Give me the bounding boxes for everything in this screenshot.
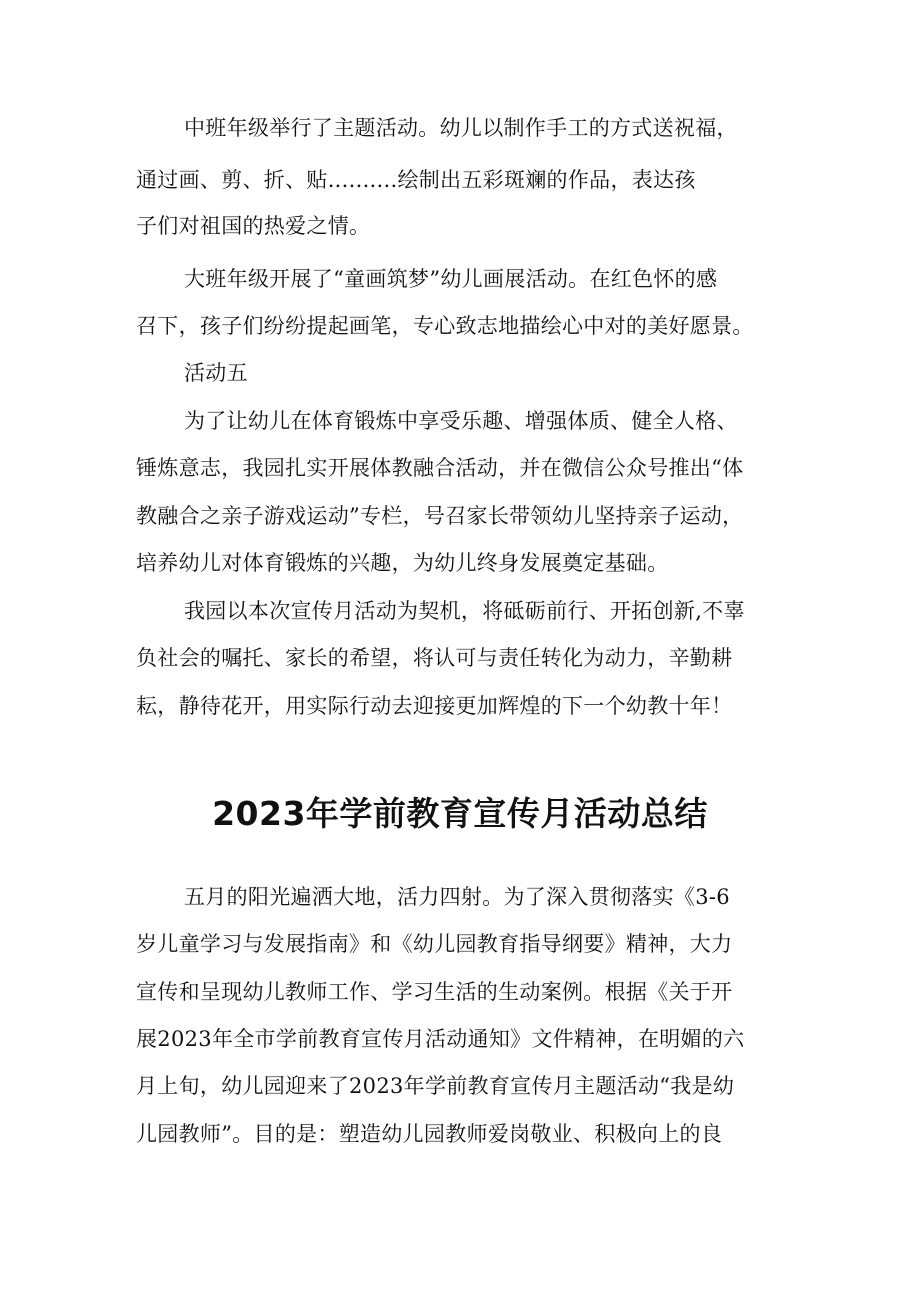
paragraph-line: 通过画、剪、折、贴..........绘制出五彩斑斓的作品，表达孩 [136,168,696,192]
paragraph-line: 培养幼儿对体育锻炼的兴趣，为幼儿终身发展奠定基础。 [136,551,669,575]
section-heading: 活动五 [184,361,248,385]
paragraph-line: 月上旬，幼儿园迎来了2023年学前教育宣传月主题活动“我是幼 [136,1074,735,1098]
paragraph-line: 锤炼意志，我园扎实开展体教融合活动，并在微信公众号推出“体 [136,456,744,480]
paragraph-line: 我园以本次宣传月活动为契机，将砥砺前行、开拓创新,不辜 [184,599,745,623]
document-title: 2023年学前教育宣传月活动总结 [212,794,708,833]
paragraph-line: 宣传和呈现幼儿教师工作、学习生活的生动案例。根据《关于开 [136,980,733,1004]
paragraph-line: 中班年级举行了主题活动。幼儿以制作手工的方式送祝福， [184,116,738,140]
paragraph-line: 五月的阳光遍洒大地，活力四射。为了深入贯彻落实《3-6 [184,885,730,909]
paragraph-line: 展2023年全市学前教育宣传月活动通知》文件精神，在明媚的六 [136,1027,745,1051]
paragraph-line: 岁儿童学习与发展指南》和《幼儿园教育指导纲要》精神，大力 [136,932,733,956]
paragraph-line: 大班年级开展了“童画筑梦”幼儿画展活动。在红色怀的感 [184,267,718,291]
paragraph-line: 负社会的嘱托、家长的希望，将认可与责任转化为动力，辛勤耕 [136,646,733,670]
paragraph-line: 耘，静待花开，用实际行动去迎接更加辉煌的下一个幼教十年！ [136,694,733,718]
paragraph-line: 为了让幼儿在体育锻炼中享受乐趣、增强体质、健全人格、 [184,409,738,433]
paragraph-line: 召下，孩子们纷纷提起画笔，专心致志地描绘心中对的美好愿景。 [136,314,754,338]
paragraph-line: 儿园教师”。目的是：塑造幼儿园教师爱岗敬业、积极向上的良 [136,1122,723,1146]
paragraph-line: 教融合之亲子游戏运动”专栏，号召家长带领幼儿坚持亲子运动， [136,504,744,528]
paragraph-line: 子们对祖国的热爱之情。 [136,214,371,238]
